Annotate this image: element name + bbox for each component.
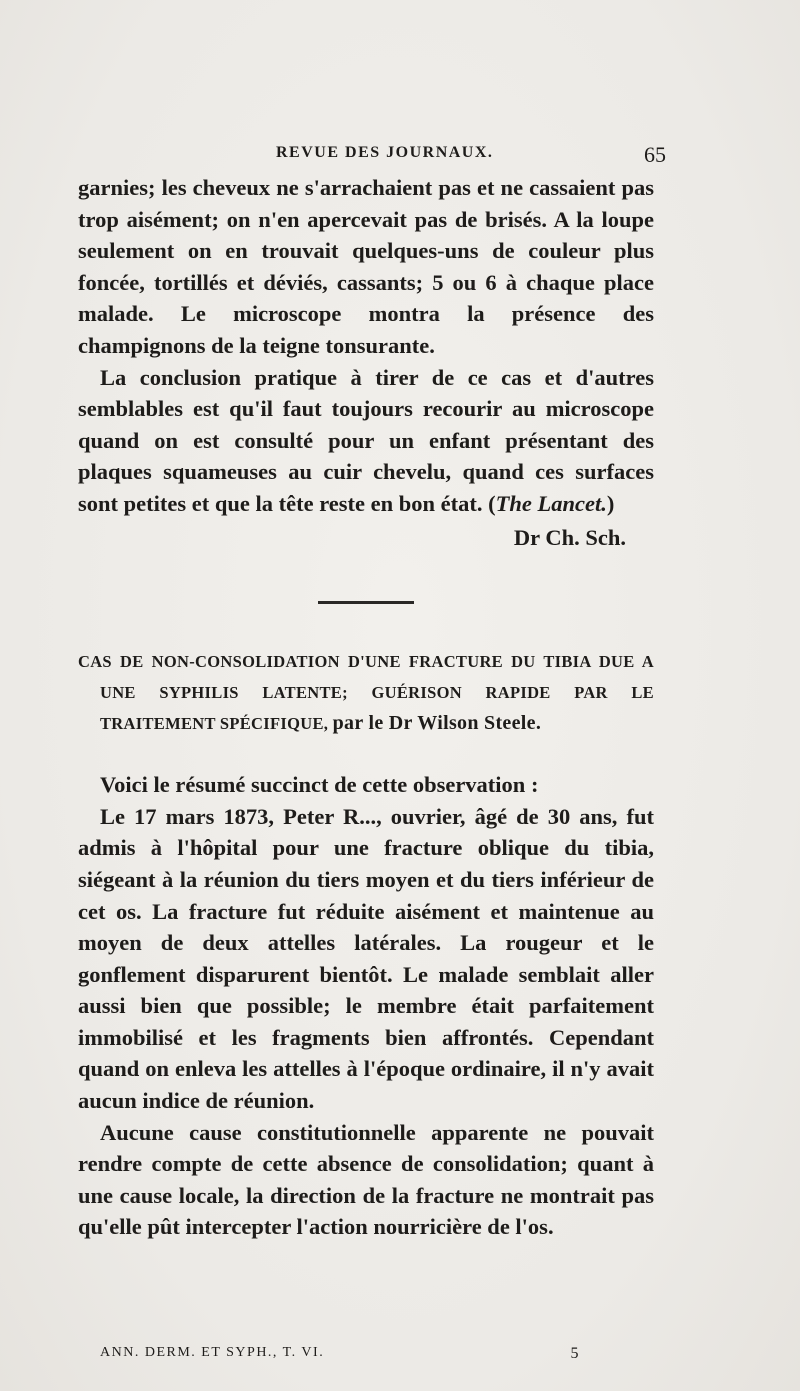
paragraph: Voici le résumé succinct de cette observation : [100, 772, 539, 798]
author-signature: Dr Ch. Sch. [513, 524, 626, 550]
paragraph [78, 362, 654, 520]
article-title: CAS DE NON-CONSOLIDATION D'UNE FRACTURE DU TIBIA DUE A UNE SYPHILIS LATENTE; GUÉRISON RAPIDE PAR LE TRAITEMENT SPÉCIFIQUE, [78, 652, 654, 734]
paragraph: garnies; les cheveux ne s'arrachaient pas et ne cassaient pas trop aisément; on n'en apercevait pas de brisés. A la loupe seulement on en trouvait quelques-uns de couleur plus foncée, tortillés et déviés, cassants; 5 ou 6 à chaque place malade. Le microscope montra la présence des champignons de la teigne tonsurante. [78, 175, 654, 358]
article-heading [78, 646, 654, 739]
page-text [78, 172, 654, 1243]
gathering-number: 5 [570, 1345, 580, 1362]
paragraph: Aucune cause constitutionnelle apparente ne pouvait rendre compte de cette absence de consolidation; quant à une cause locale, la direction de la fracture ne montrait pas qu'elle pût intercepter l'action nourricière de l'os. [78, 1119, 654, 1240]
paragraph-text-end: ) [606, 490, 615, 516]
page-header [78, 142, 666, 172]
citation-title: The Lancet. [495, 490, 607, 516]
paragraph: Le 17 mars 1873, Peter R..., ouvrier, âgé de 30 ans, fut admis à l'hôpital pour une fracture oblique du tibia, siégeant à la réunion du tiers moyen et du tiers inférieur de cet os. La fracture fut réduite aisément et maintenue au moyen de deux attelles latérales. La rougeur et le gonflement disparurent bientôt. Le malade semblait aller aussi bien que possible; le membre était parfaitement immobilisé et les fragments bien affrontés. Cependant quand on enleva les attelles à l'époque ordinaire, il n'y avait aucun indice de réunion. [78, 803, 654, 1114]
paragraph-text: La conclusion pratique à tirer de ce cas et d'autres semblables est qu'il faut toujours recourir au microscope quand on est consulté pour un enfant présentant des plaques squameuses au cuir chevelu, quand ces surfaces sont petites et que la tête reste en bon état. ( [78, 364, 654, 516]
page-number: 65 [644, 142, 666, 167]
section-divider [318, 601, 414, 604]
article-author: par le Dr Wilson Steele. [332, 712, 542, 735]
journal-signature: ANN. DERM. ET SYPH., T. VI. [100, 1345, 325, 1360]
running-head: REVUE DES JOURNAUX. [276, 144, 494, 161]
page-footer [100, 1345, 580, 1369]
